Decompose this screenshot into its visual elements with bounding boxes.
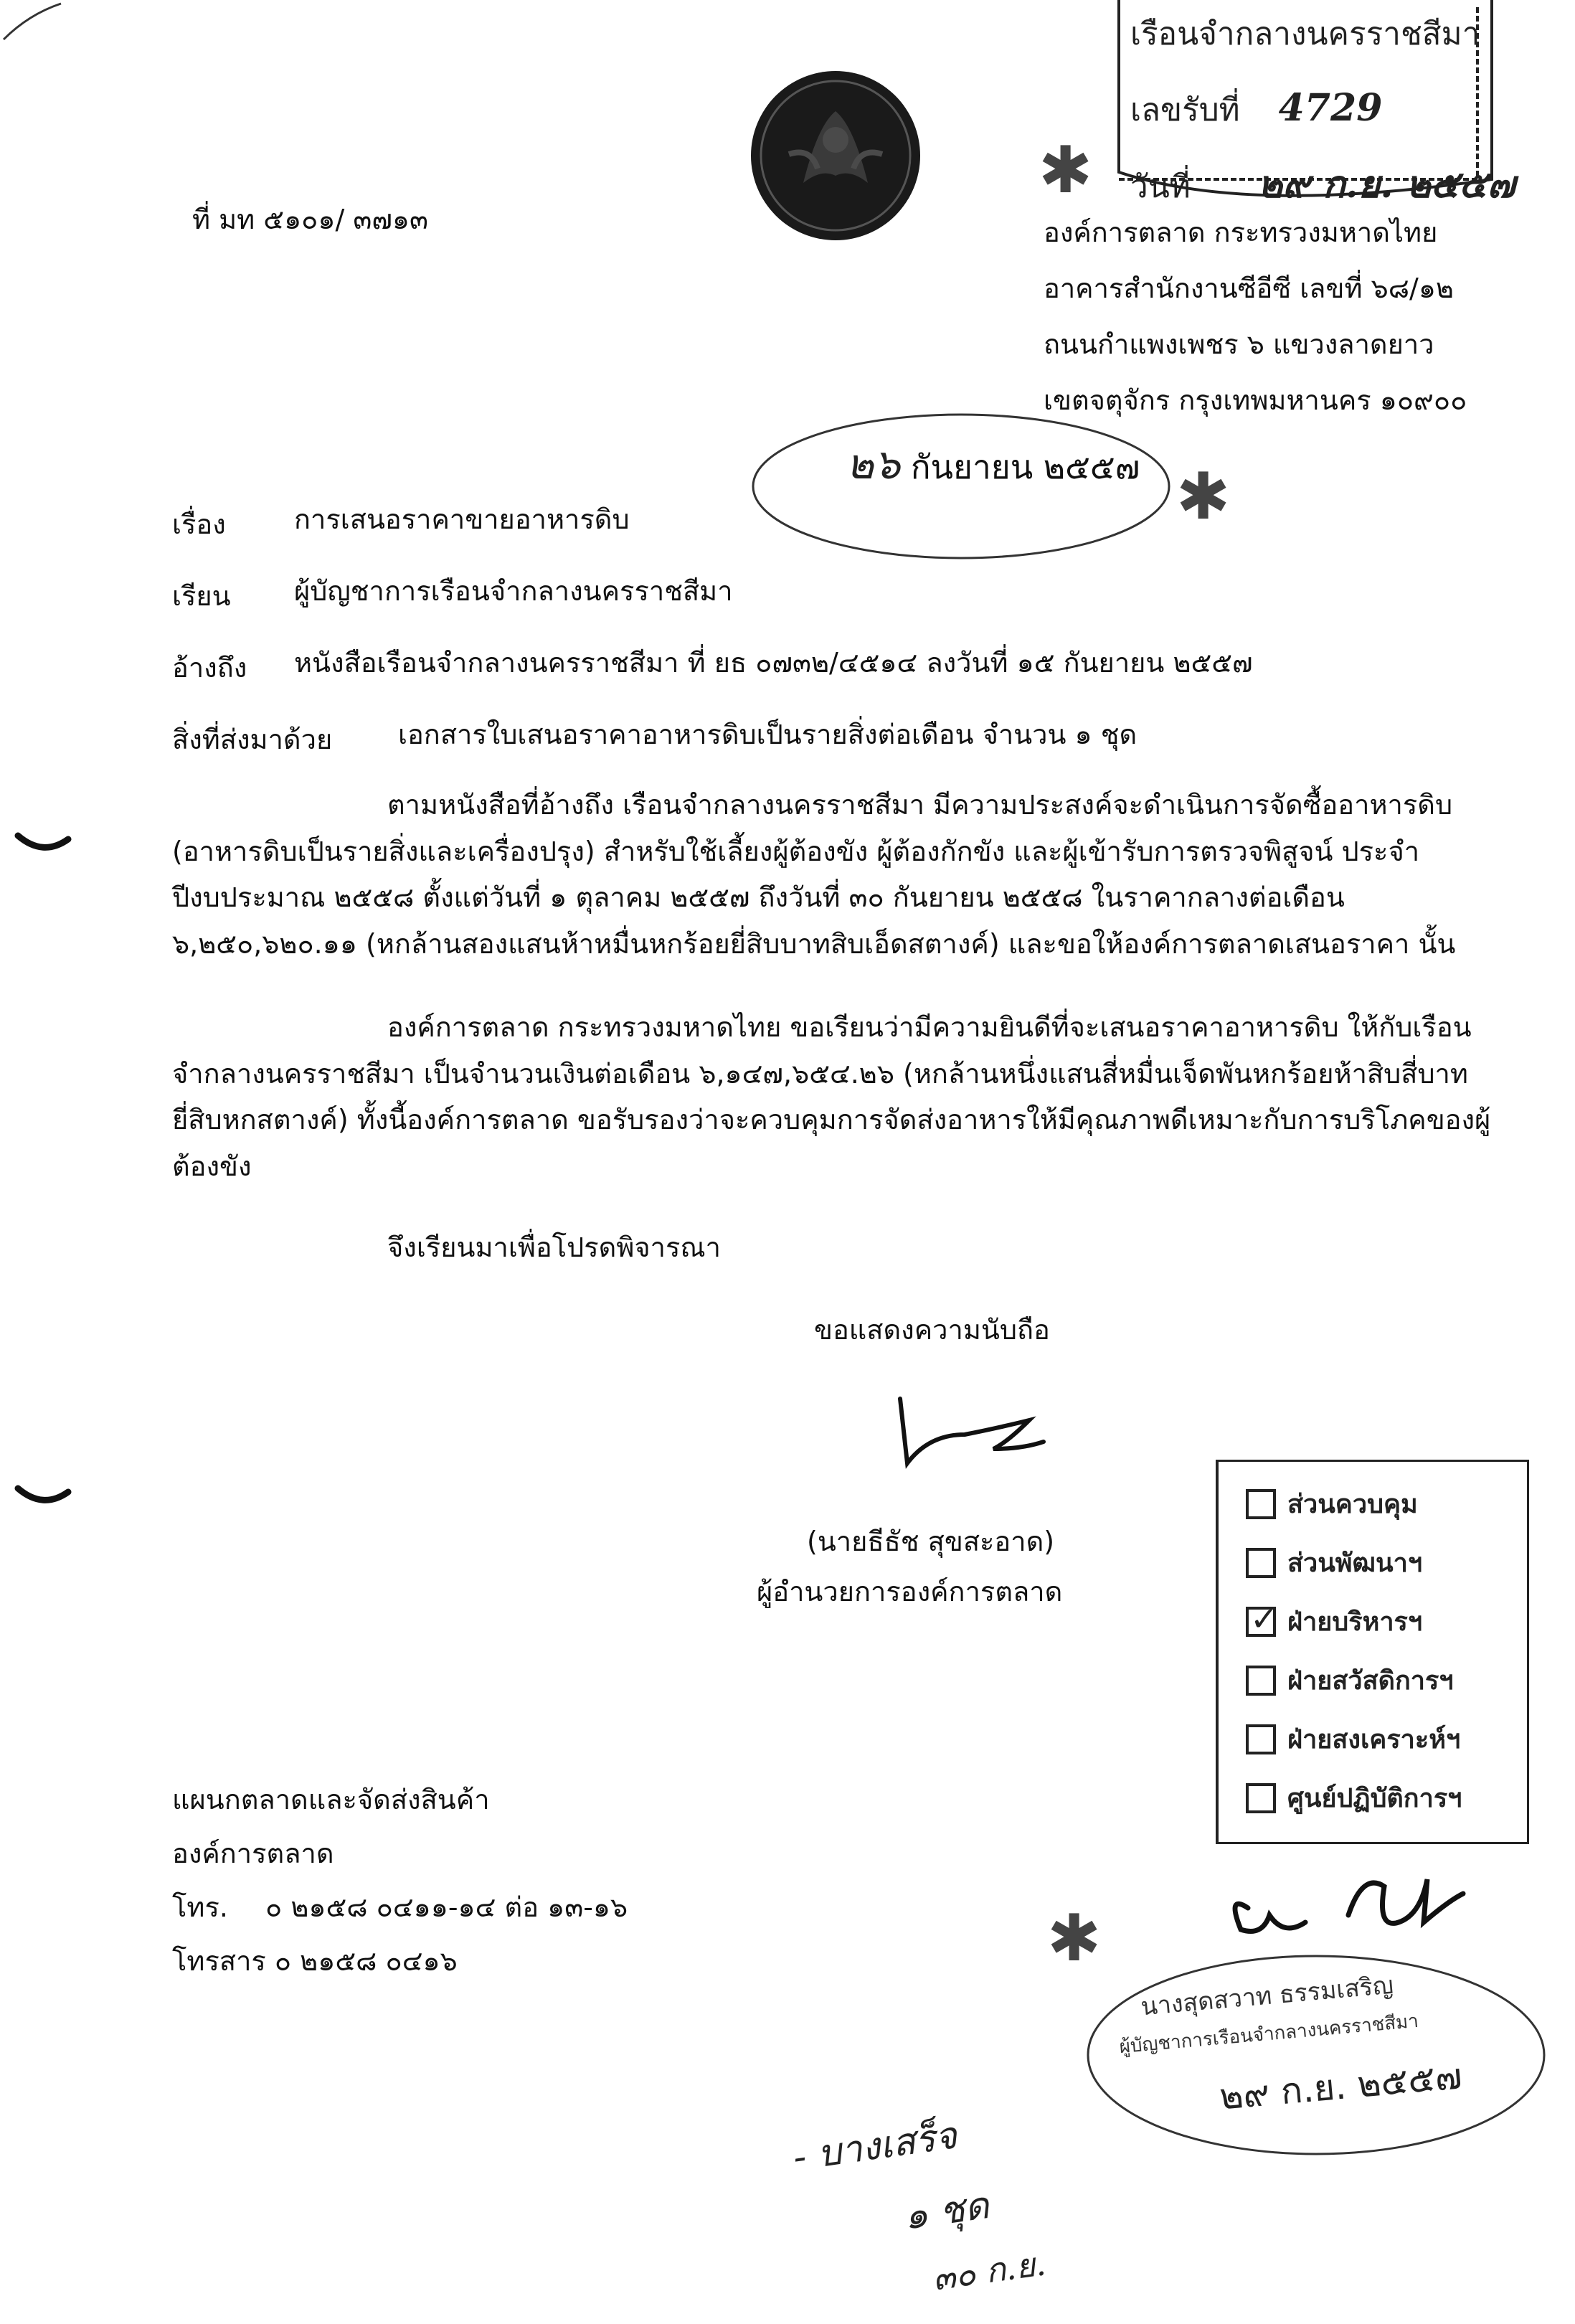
asterisk-mark: ✱ [1047, 1901, 1102, 1976]
contact-tel: ๐ ๒๑๕๘ ๐๔๑๑-๑๔ ต่อ ๑๓-๑๖ [265, 1891, 628, 1923]
contact-organization: องค์การตลาด [172, 1838, 334, 1869]
letter-date-day: ๒๖ [846, 440, 901, 488]
recipient-text: ผู้บัญชาการเรือนจำกลางนครราชสีมา [294, 575, 733, 607]
contact-fax: ๐ ๒๑๕๘ ๐๔๑๖ [274, 1945, 458, 1977]
routing-item-checked: ✓ ฝ่ายบริหารฯ [1246, 1601, 1422, 1642]
document-reference-number: ที่ มท ๕๑๐๑/ ๓๗๑๓ [192, 204, 429, 235]
routing-item: ศูนย์ปฏิบัติการฯ [1246, 1777, 1462, 1818]
asterisk-mark: ✱ [1039, 133, 1093, 208]
routing-item: ฝ่ายสวัสดิการฯ [1246, 1660, 1454, 1701]
checkbox-icon [1246, 1724, 1276, 1754]
routing-item: ฝ่ายสงเคราะห์ฯ [1246, 1719, 1460, 1759]
ref-text: หนังสือเรือนจำกลางนครราชสีมา ที่ ยธ ๐๗๓๒/๔๕๑๔ ลงวันที่ ๑๕ กันยายน ๒๕๕๗ [294, 647, 1253, 679]
approval-signature-mark [1205, 1851, 1492, 1958]
contact-department: แผนกตลาดและจัดส่งสินค้า [172, 1784, 490, 1815]
ref-label: อ้างถึง [172, 652, 247, 684]
checkbox-icon [1246, 1548, 1276, 1578]
received-stamp-title: เรือนจำกลางนครราชสีมา [1130, 16, 1480, 52]
routing-item: ส่วนพัฒนาฯ [1246, 1542, 1422, 1583]
checked-checkbox-icon [1246, 1607, 1276, 1637]
sender-address-line-3: เขตจตุจักร กรุงเทพมหานคร ๑๐๙๐๐ [1044, 384, 1467, 416]
approval-date: ๒๙ ก.ย. ๒๕๕๗ [1218, 2055, 1464, 2118]
approval-title: ผู้บัญชาการเรือนจำกลางนครราชสีมา [1118, 2010, 1419, 2059]
received-date-value: ๒๙ ก.ย. ๒๕๕๗ [1257, 163, 1515, 207]
body-paragraph-3: จึงเรียนมาเพื่อโปรดพิจารณา [387, 1232, 721, 1263]
sender-address-line-1: อาคารสำนักงานซีอีซี เลขที่ ๖๘/๑๒ [1044, 273, 1454, 304]
enclosure-label: สิ่งที่ส่งมาด้วย [172, 724, 333, 755]
asterisk-mark: ✱ [1176, 459, 1231, 534]
handwritten-note-line-3: ๓๐ ก.ย. [930, 2244, 1049, 2298]
signer-name: (นายธีธัช สุขสะอาด) [807, 1526, 1055, 1557]
checkbox-icon [1246, 1489, 1276, 1519]
punch-hole-mark [14, 1481, 72, 1510]
subject-label: เรื่อง [172, 509, 226, 540]
contact-fax-label: โทรสาร [172, 1945, 266, 1977]
sender-address-line-2: ถนนกำแพงเพชร ๖ แขวงลาดยาว [1044, 329, 1434, 360]
approval-name: นางสุดสวาท ธรรมเสริญ [1140, 1970, 1395, 2022]
routing-stamp [1216, 1460, 1529, 1844]
sender-name: องค์การตลาด กระทรวงมหาดไทย [1044, 217, 1438, 248]
handwritten-note-line-1: - บางเสร็จ [790, 2114, 960, 2180]
received-number-label: เลขรับที่ [1130, 92, 1240, 128]
punch-hole-mark [14, 828, 72, 857]
scan-edge-mark [0, 0, 65, 43]
checkbox-icon [1246, 1666, 1276, 1696]
checkbox-icon [1246, 1783, 1276, 1813]
recipient-label: เรียน [172, 580, 231, 612]
body-paragraph-1: ตามหนังสือที่อ้างถึง เรือนจำกลางนครราชสีมา มีความประสงค์จะดำเนินการจัดซื้ออาหารดิบ (อาหารดิบเป็นรายสิ่งและเครื่องปรุง) สำหรับใช้เลี้ยงผู้ต้องขัง ผู้ต้องกักขัง และผู้เข้ารับการตรวจพิสูจน์ ประจำปีงบประมาณ ๒๕๕๘ ตั้งแต่วันที่ ๑ ตุลาคม ๒๕๕๗ ถึงวันที่ ๓๐ กันยายน ๒๕๕๘ ในราคากลางต่อเดือน ๖,๒๕๐,๖๒๐.๑๑ (หกล้านสองแสนห้าหมื่นหกร้อยยี่สิบบาทสิบเอ็ดสตางค์) และขอให้องค์การตลาดเสนอราคา นั้น [172, 789, 1456, 960]
subject-text: การเสนอราคาขายอาหารดิบ [294, 504, 630, 535]
enclosure-text: เอกสารใบเสนอราคาอาหารดิบเป็นรายสิ่งต่อเดือน จำนวน ๑ ชุด [398, 719, 1138, 750]
body-paragraph-2: องค์การตลาด กระทรวงมหาดไทย ขอเรียนว่ามีความยินดีที่จะเสนอราคาอาหารดิบ ให้กับเรือนจำกลางนครราชสีมา เป็นจำนวนเงินต่อเดือน ๖,๑๔๗,๖๕๔.๒๖ (หกล้านหนึ่งแสนสี่หมื่นเจ็ดพันหกร้อยห้าสิบสี่บาทยี่สิบหกสตางค์) ทั้งนี้องค์การตลาด ขอรับรองว่าจะควบคุมการจัดส่งอาหารให้มีคุณภาพดีเหมาะกับการบริโภคของผู้ต้องขัง [172, 1011, 1491, 1182]
received-stamp [1105, 0, 1515, 215]
received-number-value: 4729 [1278, 86, 1383, 130]
signer-title: ผู้อำนวยการองค์การตลาด [757, 1576, 1063, 1607]
signature-mark [886, 1384, 1058, 1485]
closing-text: ขอแสดงความนับถือ [814, 1314, 1050, 1346]
letter-date-month-year: กันยายน ๒๕๕๗ [910, 448, 1140, 486]
garuda-seal-icon [746, 68, 925, 244]
contact-tel-label: โทร. [172, 1891, 228, 1923]
routing-item: ส่วนควบคุม [1246, 1483, 1418, 1524]
handwritten-note-line-2: ๑ ชุด [901, 2184, 992, 2239]
received-date-label: วันที่ [1130, 169, 1191, 205]
